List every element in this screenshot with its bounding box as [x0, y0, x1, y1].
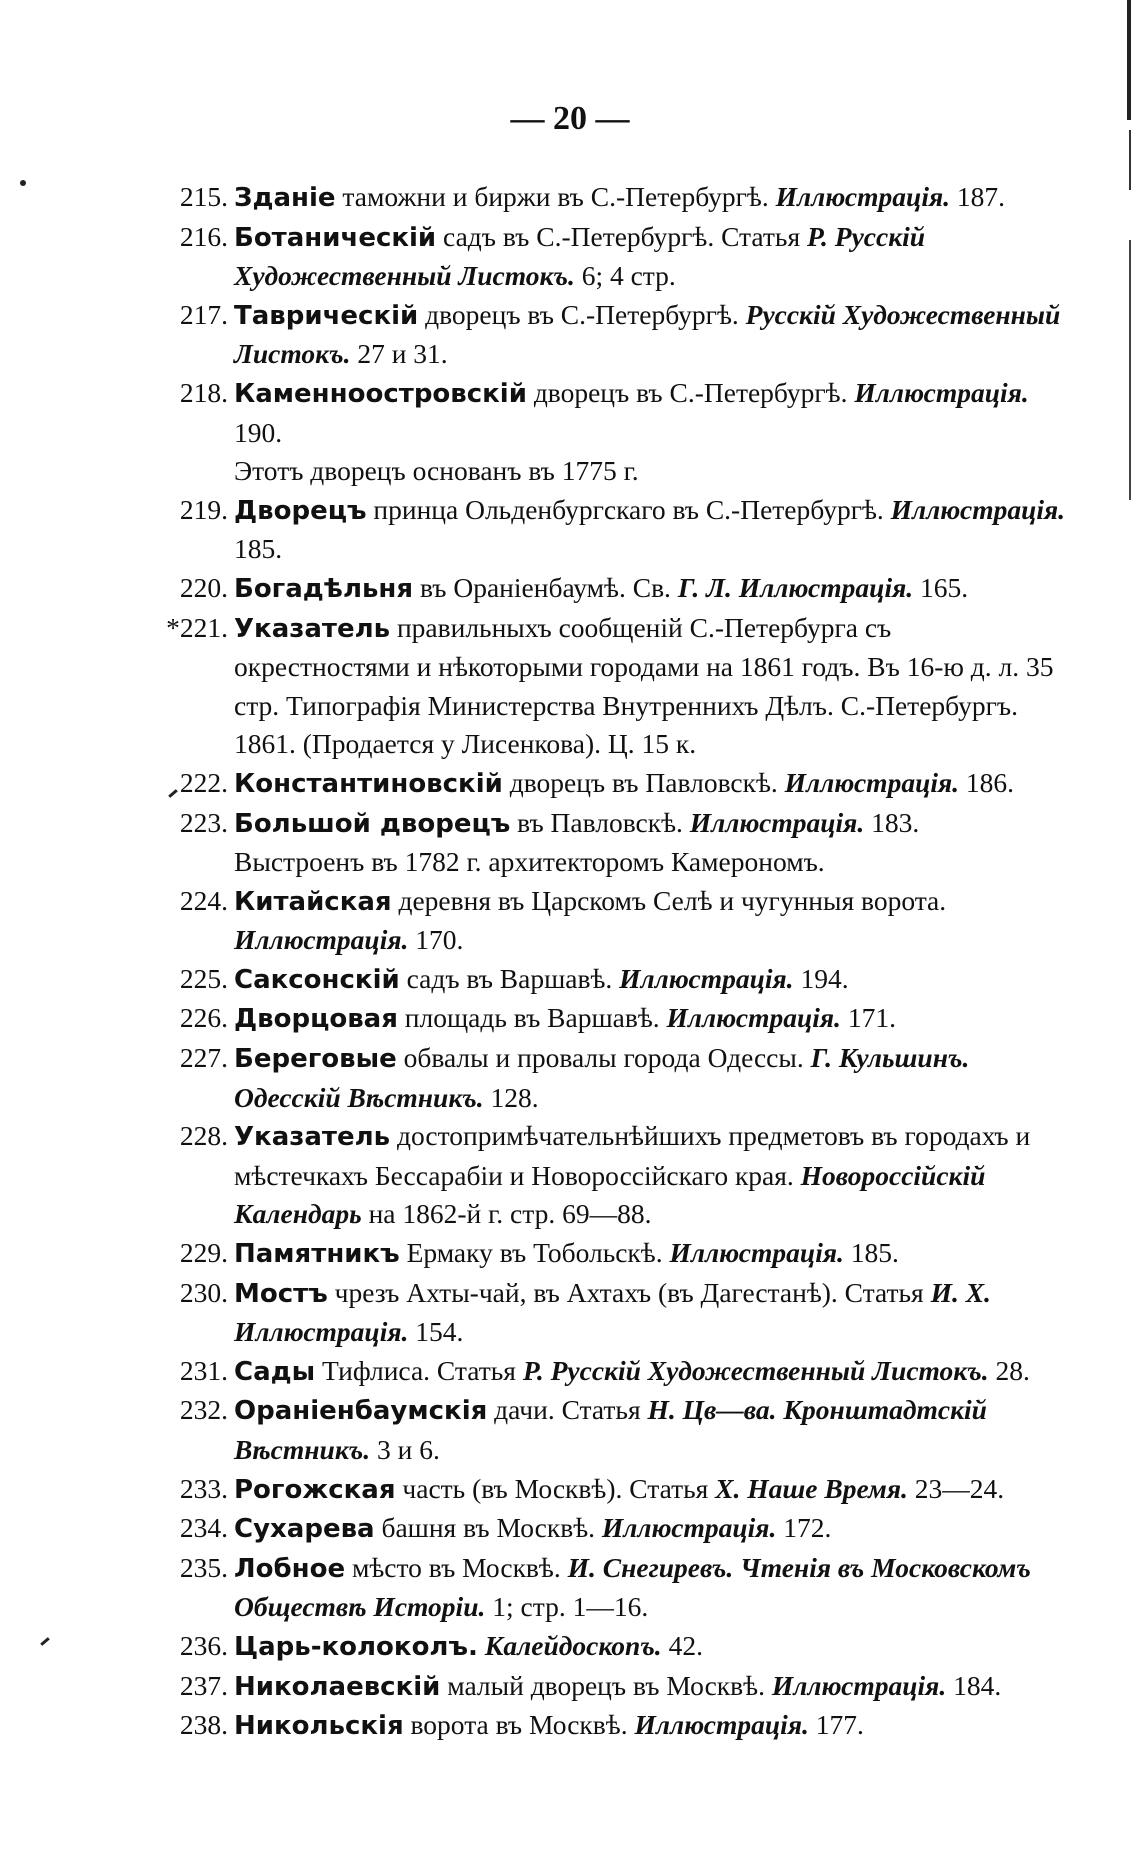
entry-text: мѣсто въ Москвѣ.: [345, 1551, 568, 1583]
entry-text: 42.: [661, 1629, 703, 1661]
page-edge-mark: [1129, 240, 1131, 500]
entry-number: 216.: [179, 220, 228, 252]
entry-text: малый дворецъ въ Москвѣ.: [440, 1669, 772, 1701]
entry-source: Новороссійскій Календарь: [234, 1159, 986, 1230]
entry-source: Иллюстрація.: [771, 1669, 947, 1701]
entry-text: башня въ Москвѣ.: [374, 1512, 602, 1544]
margin-mark: [20, 180, 26, 186]
entry-source: Н. Цв—ва. Кронштадтскій Вѣстникъ.: [234, 1394, 987, 1465]
entry-title: Дворецъ: [234, 495, 367, 526]
list-item: [150, 960, 1070, 1000]
entry-number: 233.: [179, 1472, 228, 1504]
entry-text: 187.: [950, 181, 1006, 212]
entry-text: на 1862-й г. стр. 69—88.: [361, 1198, 652, 1230]
entry-text: 3 и 6.: [370, 1434, 440, 1465]
list-item: [150, 218, 1070, 296]
page-number: — 20 —: [510, 100, 630, 137]
entry-title: Таврическій: [234, 300, 419, 331]
entry-text: деревня въ Царскомъ Селѣ и чугунныя ворота.: [391, 884, 947, 916]
entry-note: Выстроенъ въ 1782 г. архитекторомъ Камерономъ.: [234, 846, 825, 878]
entry-text: 171.: [840, 1002, 896, 1034]
entry-title: Богадѣльня: [234, 573, 414, 604]
list-item: [150, 1234, 1070, 1274]
entry-text: 185.: [234, 533, 283, 565]
entry-title: Китайская: [234, 886, 392, 917]
entry-number: 218.: [179, 376, 228, 408]
entry-text: садъ въ С.-Петербургѣ. Статья: [436, 220, 807, 252]
entry-source: И. Х. Иллюстрація.: [234, 1276, 991, 1348]
entry-note: Этотъ дворецъ основанъ въ 1775 г.: [234, 455, 639, 487]
entry-source: Иллюстрація.: [666, 1002, 841, 1034]
entry-title: Сухарева: [234, 1514, 375, 1545]
entry-text: таможни и биржи въ С.-Петербургѣ.: [335, 181, 776, 212]
entry-source: Иллюстрація.: [890, 493, 1066, 525]
entry-title: Никольскія: [234, 1711, 404, 1742]
entry-text: 172.: [776, 1512, 832, 1544]
entry-text: 194.: [793, 962, 849, 994]
entry-number: 231.: [179, 1354, 228, 1386]
list-item: [150, 1509, 1070, 1549]
entry-source: Иллюстрація.: [601, 1512, 777, 1544]
entry-number: 229.: [179, 1237, 228, 1269]
list-item: [150, 374, 1070, 452]
entry-text: садъ въ Варшавѣ.: [399, 962, 620, 994]
entry-number: 235.: [179, 1551, 228, 1583]
entry-number: 234.: [179, 1512, 228, 1544]
entry-text: 183.: [864, 806, 920, 838]
entry-text: 177.: [808, 1709, 864, 1741]
entry-source: И. Снегиревъ. Чтенія въ Московскомъ Обществѣ Исторіи.: [234, 1551, 1031, 1623]
list-item: [150, 804, 1070, 844]
entry-text: площадь въ Варшавѣ.: [397, 1002, 667, 1034]
entry-text: дворецъ въ С.-Петербургѣ.: [418, 298, 746, 330]
entry-text: достопримѣчательнѣйшихъ предметовъ въ городахъ и мѣстечкахъ Бессарабіи и Новороссійскаго края.: [234, 1120, 1031, 1191]
entry-text: 6; 4 стр.: [574, 260, 676, 292]
entry-text: 170.: [408, 924, 464, 956]
entry-text: 23—24.: [907, 1472, 1005, 1504]
entry-title: Ораніенбаумскія: [234, 1396, 488, 1427]
entry-number: 238.: [179, 1709, 228, 1741]
entry-text: обвалы и провалы города Одессы.: [396, 1042, 811, 1074]
entry-text: часть (въ Москвѣ). Статья: [395, 1472, 716, 1504]
entry-text: дачи. Статья: [487, 1394, 648, 1426]
entry-text: принца Ольденбургскаго въ С.-Петербургѣ.: [366, 493, 891, 525]
entry-text: 154.: [408, 1316, 464, 1348]
list-item: [150, 1274, 1070, 1352]
list-item: [150, 296, 1070, 374]
entry-text: 186.: [959, 766, 1015, 798]
entry-number: 225.: [179, 962, 228, 994]
entry-source: Иллюстрація.: [634, 1709, 809, 1741]
entry-source: Русскій Художественный Листокъ.: [234, 298, 1061, 370]
entry-text: въ Ораніенбаумѣ. Св.: [413, 571, 678, 603]
list-item: [150, 1470, 1070, 1510]
entry-text: Тифлиса. Статья: [315, 1354, 523, 1386]
list-item: [150, 1117, 1070, 1234]
entry-text: 190.: [234, 416, 283, 448]
entry-source: Г. Кульшинъ. Одесскій Вѣстникъ.: [234, 1042, 970, 1113]
list-item: [150, 491, 1070, 569]
list-item: [150, 999, 1070, 1039]
entry-title: Лобное: [234, 1553, 346, 1584]
list-item: [150, 1706, 1070, 1746]
entry-number: 220.: [179, 571, 228, 603]
list-item: [150, 1352, 1070, 1392]
entry-text: 165.: [913, 571, 969, 603]
entry-number: 223.: [179, 806, 228, 838]
entry-list: [150, 178, 1070, 1746]
entry-source: Иллюстрація.: [669, 1237, 844, 1269]
entry-number: 219.: [179, 493, 228, 525]
entry-title: Береговые: [234, 1044, 397, 1075]
entry-title: Ботаническій: [234, 222, 437, 253]
list-item: [150, 1667, 1070, 1707]
entry-text: правильныхъ сообщеній С.-Петербурга съ окрестностями и нѣкоторыми городами на 1861 годъ. Въ 16-ю д. л. 35 стр. Типографія Министерства Внутреннихъ Дѣлъ. С.-Петербургъ. 1861. (Продается у Лисенкова). Ц. 15 к.: [234, 611, 1054, 760]
entry-number: 228.: [179, 1120, 228, 1152]
entry-text: ворота въ Москвѣ.: [403, 1709, 635, 1741]
entry-title: Большой дворецъ: [234, 808, 511, 839]
list-item: [150, 1627, 1070, 1667]
entry-text: 185.: [843, 1237, 899, 1269]
entry-title: Указатель: [234, 1122, 391, 1153]
entry-title: Сады: [234, 1356, 316, 1387]
entry-text: чрезъ Ахты-чай, въ Ахтахъ (въ Дагестанѣ). Статья: [327, 1276, 931, 1308]
entry-number: 232.: [179, 1394, 228, 1426]
entry-source: Г. Л. Иллюстрація.: [677, 571, 914, 603]
entry-number: 237.: [179, 1669, 228, 1701]
entry-title: Царь-колоколъ.: [234, 1631, 478, 1662]
entry-title: Дворцовая: [234, 1004, 398, 1035]
entry-source: Иллюстрація.: [619, 962, 794, 994]
entry-text: Ермаку въ Тобольскѣ.: [399, 1237, 670, 1269]
entry-text: 128.: [483, 1081, 539, 1113]
list-item: [150, 609, 1070, 764]
entry-text: [478, 1630, 485, 1661]
list-item: [150, 1549, 1070, 1627]
entry-text: дворецъ въ Павловскѣ.: [502, 766, 785, 798]
entry-number: 226.: [179, 1002, 228, 1034]
entry-text: въ Павловскѣ.: [510, 806, 690, 838]
entry-text: 28.: [988, 1354, 1030, 1386]
entry-source: Иллюстрація.: [784, 766, 960, 798]
entry-source: Иллюстрація.: [689, 806, 865, 838]
entry-number: 227.: [179, 1042, 228, 1074]
entry-number: 222.: [179, 766, 228, 798]
entry-number: 224.: [179, 884, 228, 916]
entry-source: Иллюстрація.: [234, 924, 409, 956]
entry-title: Рогожская: [234, 1474, 396, 1505]
list-item: [150, 569, 1070, 609]
entry-source: Калейдоскопъ.: [484, 1629, 662, 1661]
entry-text: 1; стр. 1—16.: [485, 1591, 649, 1623]
entry-source: Иллюстрація.: [775, 181, 951, 212]
list-item: [150, 882, 1070, 960]
entry-title: Памятникъ: [234, 1239, 400, 1270]
entry-title: Николаевскій: [234, 1671, 441, 1702]
list-item: [150, 1391, 1070, 1469]
margin-mark: [40, 1637, 50, 1646]
list-item: [150, 1039, 1070, 1117]
entry-number: 215.: [179, 181, 228, 212]
entry-number: *221.: [166, 611, 228, 643]
entry-number: 236.: [179, 1629, 228, 1661]
entry-title: Константиновскій: [234, 768, 503, 799]
entry-title: Каменноостровскій: [234, 378, 527, 409]
entry-text: дворецъ въ С.-Петербургѣ.: [526, 376, 855, 408]
entry-source: Р. Русскій Художественный Листокъ.: [522, 1354, 989, 1386]
entry-title: Саксонскій: [234, 964, 400, 995]
entry-number: 217.: [179, 298, 228, 330]
list-item: [150, 178, 1070, 218]
entry-text: 27 и 31.: [350, 338, 448, 370]
list-item: [150, 764, 1070, 804]
entry-text: 184.: [946, 1669, 1002, 1701]
entry-title: Указатель: [234, 613, 391, 644]
entry-source: Х. Наше Время.: [715, 1472, 908, 1504]
entry-title: Мостъ: [234, 1278, 328, 1309]
entry-number: 230.: [179, 1276, 228, 1308]
page-edge-mark: [1129, 130, 1131, 190]
entry-source: Иллюстрація.: [854, 376, 1029, 408]
entry-source: Р. Русскій Художественный Листокъ.: [234, 220, 926, 292]
entry-title: Зданіе: [234, 183, 336, 213]
